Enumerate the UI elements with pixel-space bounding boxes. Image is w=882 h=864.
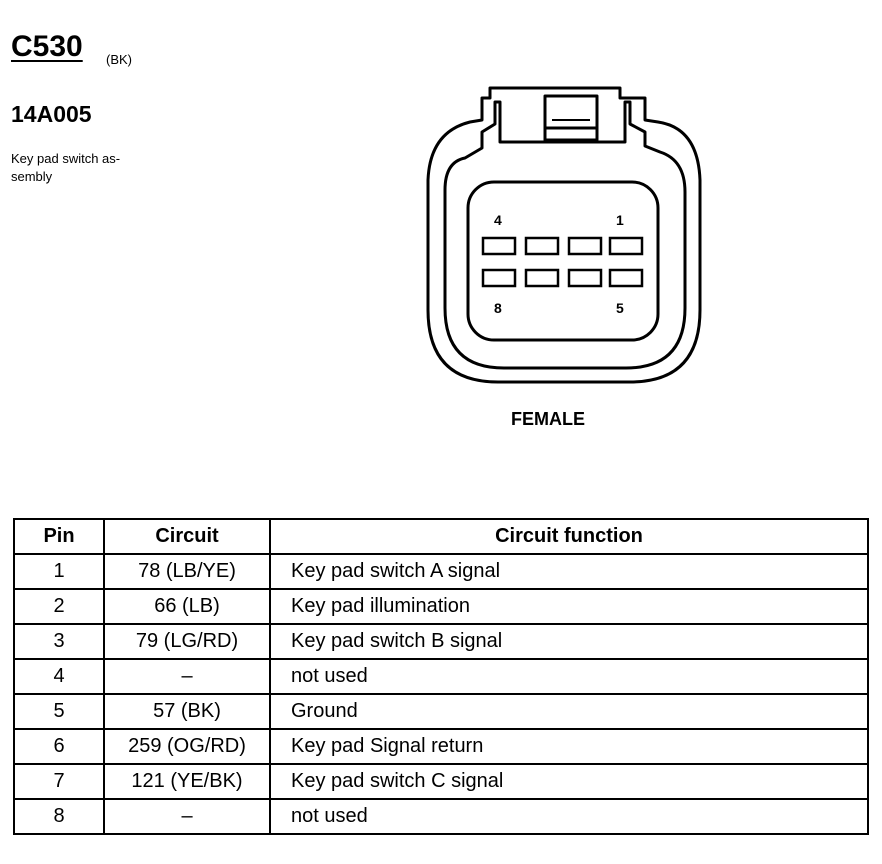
connector-description: Key pad switch as-sembly — [11, 151, 121, 184]
circuit-cell: – — [104, 799, 270, 834]
terminal-slot — [610, 270, 642, 286]
function-cell: Key pad Signal return — [270, 729, 868, 764]
terminal-slot — [526, 238, 558, 254]
terminal-slot — [483, 238, 515, 254]
pin-cell: 3 — [14, 624, 104, 659]
pin-cell: 5 — [14, 694, 104, 729]
table-row — [14, 624, 868, 659]
pin-cell: 7 — [14, 764, 104, 799]
pin-label-4: 4 — [494, 212, 502, 228]
connector-gender: FEMALE — [511, 409, 585, 429]
circuit-cell: 259 (OG/RD) — [104, 729, 270, 764]
function-cell: Key pad switch B signal — [270, 624, 868, 659]
terminal-slot — [526, 270, 558, 286]
connector-color: (BK) — [106, 52, 132, 67]
function-cell: not used — [270, 659, 868, 694]
terminal-slot — [569, 238, 601, 254]
connector-inner-outline — [445, 102, 685, 368]
pin-label-8: 8 — [494, 300, 502, 316]
circuit-cell: 66 (LB) — [104, 589, 270, 624]
connector-face-diagram — [420, 80, 710, 390]
part-number: 14A005 — [11, 101, 92, 127]
circuit-cell: 121 (YE/BK) — [104, 764, 270, 799]
pin-label-5: 5 — [616, 300, 624, 316]
circuit-cell: – — [104, 659, 270, 694]
latch-tab — [545, 96, 597, 140]
header-pin: Pin — [14, 519, 104, 554]
function-cell: not used — [270, 799, 868, 834]
circuit-cell: 78 (LB/YE) — [104, 554, 270, 589]
pin-cell: 2 — [14, 589, 104, 624]
terminal-slot — [569, 270, 601, 286]
table-row — [14, 729, 868, 764]
table-row — [14, 799, 868, 834]
pin-cell: 1 — [14, 554, 104, 589]
table-row — [14, 589, 868, 624]
header-circuit-function: Circuit function — [270, 519, 868, 554]
function-cell: Ground — [270, 694, 868, 729]
pin-cell: 8 — [14, 799, 104, 834]
function-cell: Key pad illumination — [270, 589, 868, 624]
circuit-cell: 79 (LG/RD) — [104, 624, 270, 659]
pin-cell: 4 — [14, 659, 104, 694]
terminal-cavity — [468, 182, 658, 340]
table-row — [14, 764, 868, 799]
connector-id: C530 — [11, 30, 83, 63]
terminal-slot — [483, 270, 515, 286]
pin-cell: 6 — [14, 729, 104, 764]
pin-label-1: 1 — [616, 212, 624, 228]
function-cell: Key pad switch C signal — [270, 764, 868, 799]
header-circuit: Circuit — [104, 519, 270, 554]
table-header-row — [14, 519, 868, 554]
pinout-table — [13, 518, 869, 835]
table-row — [14, 554, 868, 589]
terminal-slot — [610, 238, 642, 254]
table-row — [14, 694, 868, 729]
table-row — [14, 659, 868, 694]
function-cell: Key pad switch A signal — [270, 554, 868, 589]
circuit-cell: 57 (BK) — [104, 694, 270, 729]
